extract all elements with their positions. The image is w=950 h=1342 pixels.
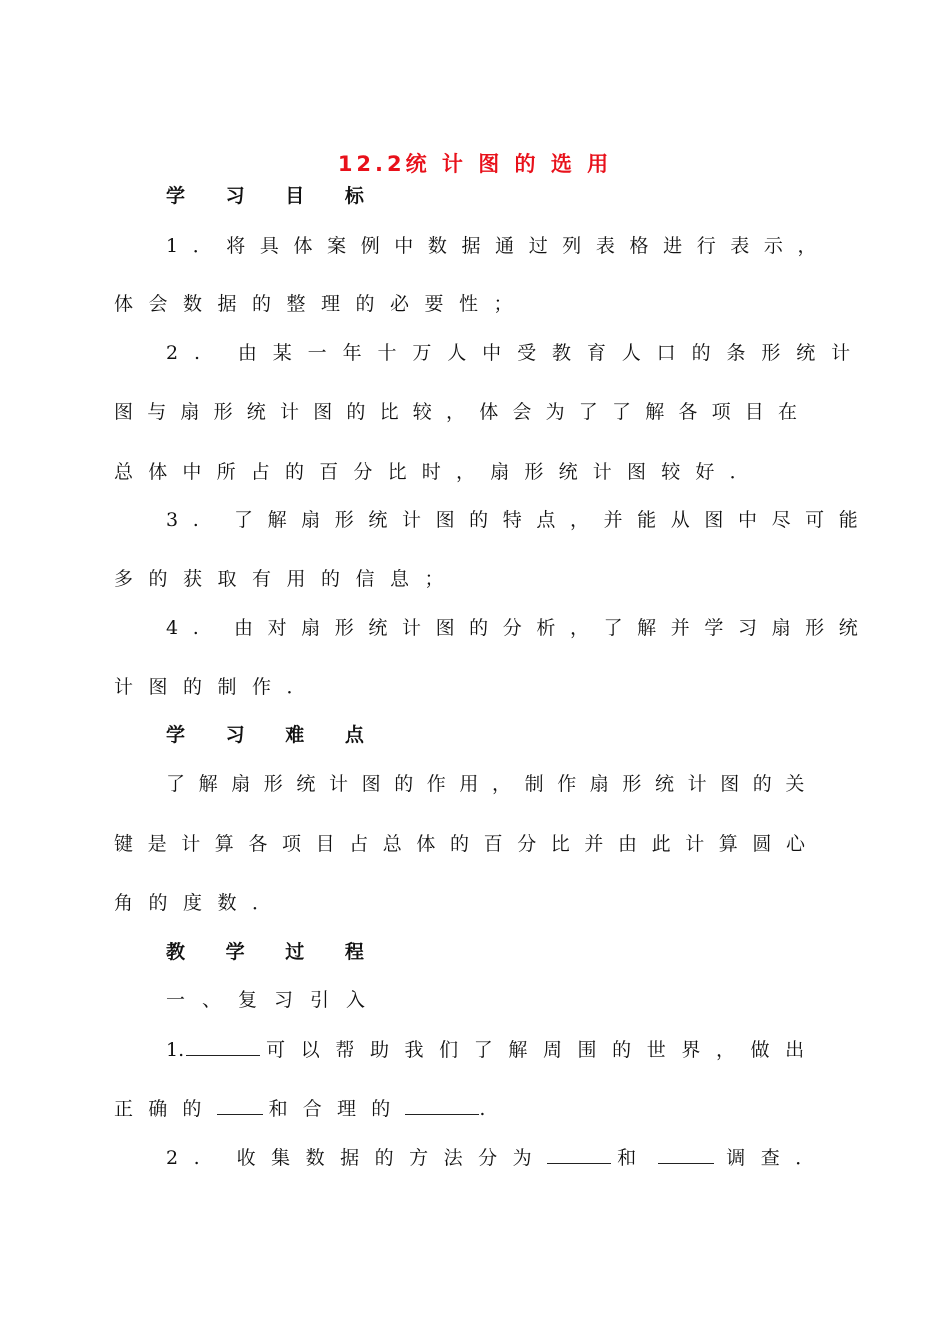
objective-4-line-1: 4. 由对扇形统计图的分析，了解并学习扇形统: [166, 617, 873, 639]
objective-1-line-2: 体会数据的整理的必要性；: [114, 293, 529, 315]
difficulty-line-1: 了解扇形统计图的作用，制作扇形统计图的关: [166, 773, 819, 795]
question-2-text: 2. 收集数据的方法分为: [166, 1147, 548, 1169]
question-2-blank-2: [658, 1145, 714, 1164]
difficulty-line-3: 角的度数．: [114, 892, 287, 914]
question-1-text-b: 和合理的: [268, 1098, 406, 1120]
difficulty-line-2: 键是计算各项目占总体的百分比并由此计算圆心: [114, 833, 820, 855]
question-1-number: 1.: [166, 1039, 185, 1061]
difficulty-heading: 学 习 难 点: [166, 724, 381, 746]
process-heading: 教 学 过 程: [166, 941, 381, 963]
question-1-text: 可以帮助我们了解周围的世界，做出: [266, 1039, 820, 1061]
question-2-line-1: [166, 1145, 830, 1170]
question-2-and: 和: [617, 1147, 637, 1169]
question-2-end: 调查．: [726, 1147, 830, 1169]
question-1-line-1: [166, 1037, 820, 1062]
objective-2-line-2: 图与扇形统计图的比较，体会为了了解各项目在: [114, 401, 812, 423]
question-1-blank-2: [217, 1096, 263, 1115]
page-title: 12.2统 计 图 的 选 用: [337, 152, 613, 176]
question-1-blank-1: [186, 1037, 260, 1056]
objectives-heading: 学 习 目 标: [166, 185, 381, 207]
objective-4-line-2: 计图的制作．: [114, 676, 322, 698]
objective-2-line-1: 2. 由某一年十万人中受教育人口的条形统计: [166, 342, 867, 364]
objective-3-line-2: 多的获取有用的信息；: [114, 568, 460, 590]
objective-2-line-3: 总体中所占的百分比时，扇形统计图较好．: [114, 461, 764, 483]
section-review-intro: 一、复习引入: [166, 989, 383, 1011]
question-2-blank-1: [547, 1145, 611, 1164]
question-1-end: .: [479, 1098, 486, 1120]
question-1-line-2: [114, 1096, 485, 1121]
objective-1-line-1: 1．将具体案例中数据通过列表格进行表示，: [166, 235, 832, 257]
question-1-blank-3: [405, 1096, 479, 1115]
question-1-text-a: 正确的: [114, 1098, 217, 1120]
objective-3-line-1: 3. 了解扇形统计图的特点，并能从图中尽可能: [166, 509, 873, 531]
